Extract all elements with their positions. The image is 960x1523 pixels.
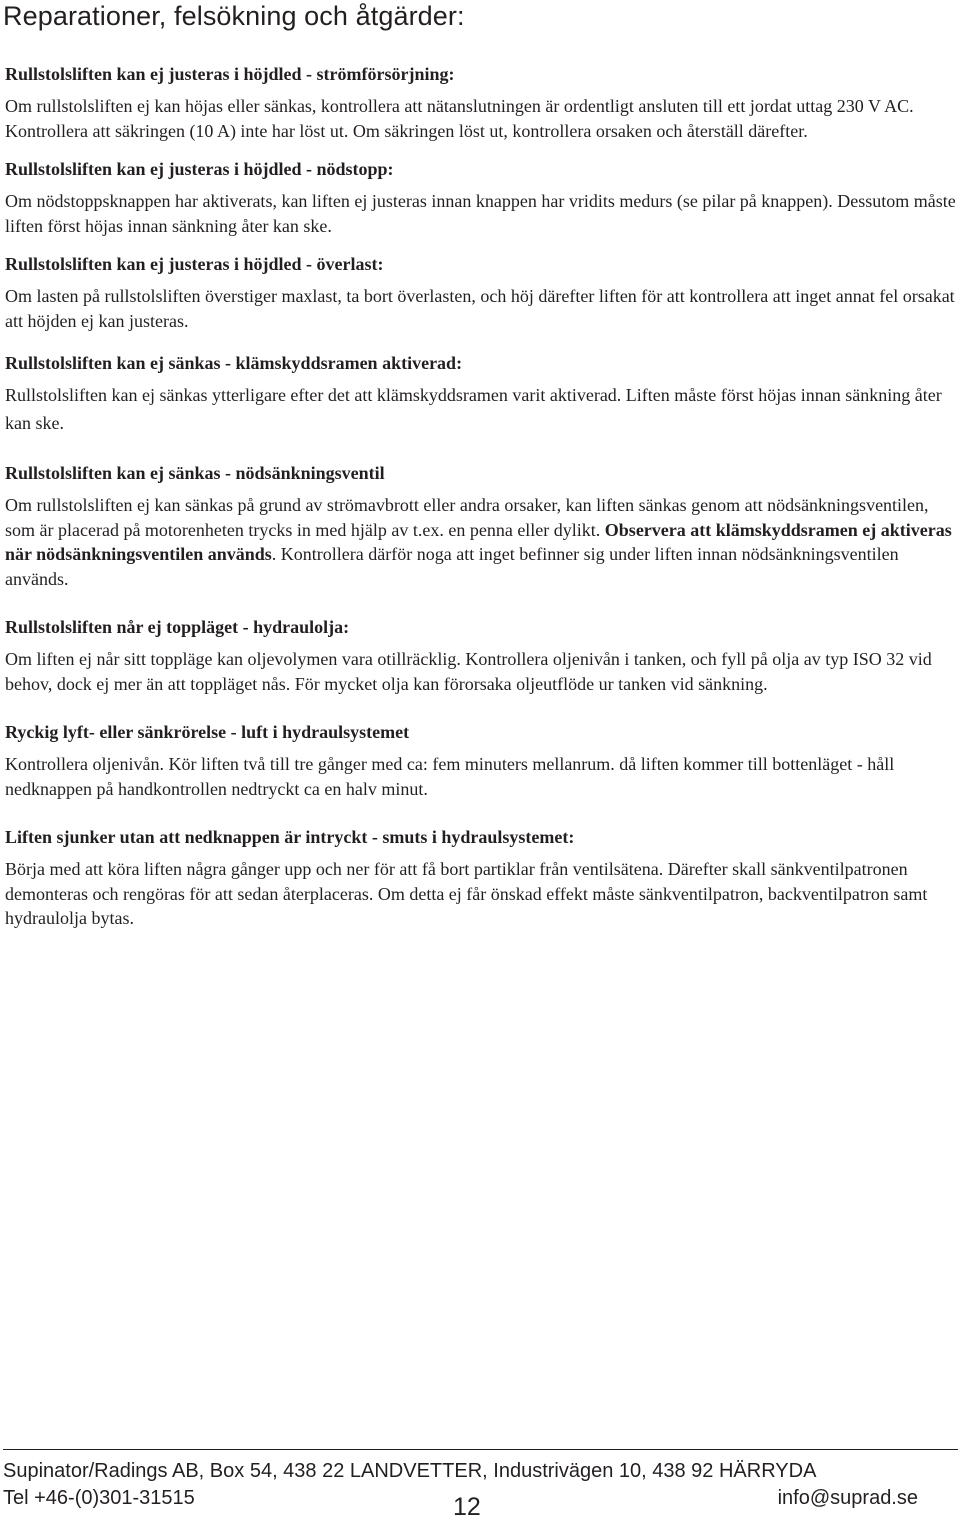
section-heading: Rullstolsliften når ej toppläget - hydraulolja: [5, 617, 350, 637]
page-number: 12 [453, 1493, 481, 1521]
section-text [5, 493, 958, 591]
section-text: Om rullstolsliften ej kan höjas eller sänkas, kontrollera att nätanslutningen är ordentligt ansluten till ett jordat uttag 230 V AC. Kontrollera att säkringen (10 A) inte har löst ut. Om säkringen löst ut, kontrollera orsaken och återställ därefter. [5, 96, 914, 141]
section-text-part: Om rullstolsliften ej kan sänkas på grund av strömavbrott eller andra orsaker, kan liften sänkas genom att nödsänkningsventilen, som är placerad på motorenheten trycks in med hjälp av t.ex. en penna eller dylikt. [5, 495, 929, 540]
section-dirt-in-hydraulics [5, 825, 958, 931]
section-heading: Ryckig lyft- eller sänkrörelse - luft i hydraulsystemet [5, 722, 410, 742]
section-text: Rullstolsliften kan ej sänkas ytterligare efter det att klämskyddsramen varit aktiverad. Liften måste först höjas innan sänkning åter kan ske. [5, 385, 942, 433]
footer-phone: Tel +46-(0)301-31515 [3, 1487, 195, 1509]
section-heading: Rullstolsliften kan ej sänkas - nödsänkningsventil [5, 463, 385, 483]
warning-text: Observera att klämskyddsramen ej aktiveras när nödsänkningsventilen används [5, 519, 952, 564]
footer-divider [3, 1449, 958, 1450]
section-text: Kontrollera oljenivån. Kör liften två till tre gånger med ca: fem minuters mellanrum. då liften kommer till bottenläget - håll nedknappen på handkontrollen nedtryckt ca en halv minut. [5, 754, 895, 799]
document-body [5, 62, 958, 955]
section-emergency-lowering-valve [5, 461, 958, 591]
section-power-supply [5, 62, 958, 143]
section-heading: Rullstolsliften kan ej justeras i höjdled - överlast: [5, 254, 384, 274]
section-heading: Rullstolsliften kan ej sänkas - klämskyddsramen aktiverad: [5, 353, 463, 373]
page-title: Reparationer, felsökning och åtgärder: [3, 1, 465, 31]
section-heading: Rullstolsliften kan ej justeras i höjdled - strömförsörjning: [5, 64, 455, 84]
section-heading: Liften sjunker utan att nedknappen är intryckt - smuts i hydraulsystemet: [5, 827, 575, 847]
footer-address: Supinator/Radings AB, Box 54, 438 22 LANDVETTER, Industrivägen 10, 438 92 HÄRRYDA [3, 1460, 817, 1482]
footer-email: info@suprad.se [777, 1487, 918, 1509]
section-text-part: . Kontrollera därför noga att inget befinner sig under liften innan nödsänkningsventilen används. [5, 544, 899, 589]
section-heading: Rullstolsliften kan ej justeras i höjdled - nödstopp: [5, 159, 394, 179]
section-text: Om liften ej når sitt toppläge kan oljevolymen vara otillräcklig. Kontrollera oljenivån i tanken, och fyll på olja av typ ISO 32 vid behov, dock ej mer än att toppläget nås. För mycket olja kan förorsaka oljeutflöde ur tanken vid sänkning. [5, 649, 932, 694]
section-text: Om nödstoppsknappen har aktiverats, kan liften ej justeras innan knappen har vridits medurs (se pilar på knappen). Dessutom måste liften först höjas innan sänkning åter kan ske. [5, 191, 956, 236]
section-overload [5, 252, 958, 333]
section-hydraulic-oil [5, 615, 958, 696]
section-text: Börja med att köra liften några gånger upp och ner för att få bort partiklar från ventilsätena. Därefter skall sänkventilpatronen demonteras och rengöras för att sedan återplaceras. Om detta ej får önskad effekt måste sänkventilpatron, backventilpatron samt hydraulolja bytas. [5, 859, 928, 928]
section-emergency-stop [5, 157, 958, 238]
section-pinch-guard [5, 351, 958, 437]
section-text: Om lasten på rullstolsliften överstiger maxlast, ta bort överlasten, och höj därefter liften för att kontrollera att inget annat fel orsakat att höjden ej kan justeras. [5, 286, 955, 331]
section-air-in-hydraulics [5, 720, 958, 801]
